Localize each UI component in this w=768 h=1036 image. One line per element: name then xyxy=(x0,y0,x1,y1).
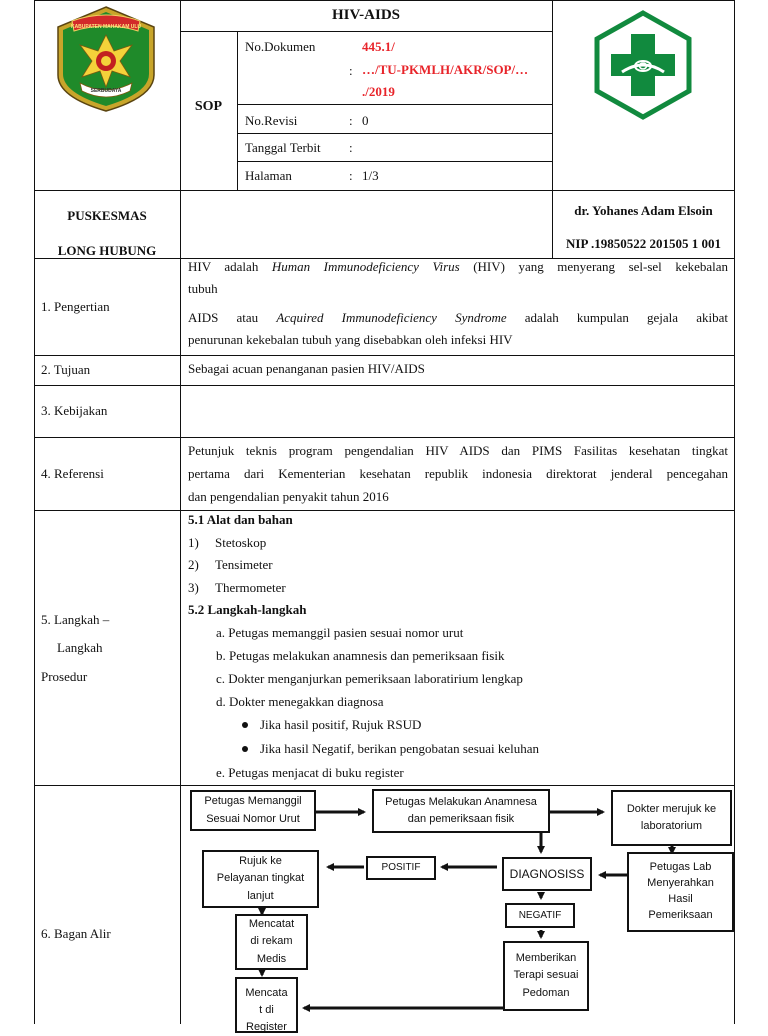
flow-positive-text: POSITIF xyxy=(381,862,421,874)
flow-lab-results-line-2: Menyerahkan xyxy=(647,877,714,890)
pengertian-p2-part-c: adalah kumpulan gejala akibat xyxy=(506,310,728,325)
page-value: 1/3 xyxy=(362,168,379,183)
flow-refer-higher-line-1: Rujuk ke xyxy=(239,855,282,868)
alat-item-1-text: Stetoskop xyxy=(215,535,267,550)
flow-record-medical xyxy=(235,914,308,970)
logo-motto-text: SERBUDAYA xyxy=(90,88,122,94)
section-label-pengertian: 1. Pengertian xyxy=(41,299,110,314)
section-label-bagan-alir: 6. Bagan Alir xyxy=(41,926,111,941)
section-label-referensi: 4. Referensi xyxy=(41,466,104,481)
flow-record-register-line-1: Mencata xyxy=(245,987,288,999)
section-label-langkah-3: Prosedur xyxy=(41,669,88,684)
alat-heading: 5.1 Alat dan bahan xyxy=(188,512,293,527)
flow-diagnosis-text: DIAGNOSISS xyxy=(509,866,585,881)
step-b: b. Petugas melakukan anamnesis dan pemeriksaan fisik xyxy=(216,648,505,663)
doc-number-colon: : xyxy=(349,63,353,78)
revision-value: 0 xyxy=(362,113,369,128)
flow-anamnesis-line-2: dan pemeriksaan fisik xyxy=(407,813,515,825)
revision-colon: : xyxy=(349,113,353,128)
flow-negative xyxy=(505,903,575,928)
step-d: d. Dokter menegakkan diagnosa xyxy=(216,694,384,709)
pengertian-p1-part-a: HIV adalah xyxy=(188,259,272,274)
flow-negative-text: NEGATIF xyxy=(518,909,562,921)
bullet-positive: Jika hasil positif, Rujuk RSUD xyxy=(260,717,422,732)
signer-nip: NIP .19850522 201505 1 001 xyxy=(566,236,721,251)
flow-lab-results-line-3: Hasil xyxy=(668,893,693,905)
page-colon: : xyxy=(349,168,353,183)
pengertian-paragraph-2-line-2: penurunan kekebalan tubuh yang disebabkan oleh infeksi HIV xyxy=(188,332,513,347)
section-label-tujuan: 2. Tujuan xyxy=(41,362,91,377)
issue-date-colon: : xyxy=(349,140,353,155)
flow-lab-results xyxy=(627,852,734,932)
flow-doctor-refer-lab-line-2: laboratorium xyxy=(640,820,703,832)
referensi-line-2: pertama dari Kementerian kesehatan republik indonesia direktorat jenderal pencegahan xyxy=(188,466,728,481)
referensi-line-1: Petunjuk teknis program pengendalian HIV AIDS dan PIMS Fasilitas kesehatan tingkat xyxy=(188,443,728,458)
signer-name: dr. Yohanes Adam Elsoin xyxy=(574,203,713,218)
flow-record-register-line-3: Register xyxy=(246,1021,287,1034)
pengertian-p1-term: Human Immunodeficiency Virus xyxy=(271,259,460,274)
flow-lab-results-line-4: Pemeriksaan xyxy=(648,908,713,921)
issue-date-label: Tanggal Terbit xyxy=(245,140,321,155)
flow-record-register-line-2: t di xyxy=(259,1004,274,1017)
flow-record-medical-line-2: di rekam xyxy=(250,935,293,948)
alat-item-1-num: 1) xyxy=(188,535,199,550)
section-label-langkah-1: 5. Langkah – xyxy=(41,612,110,627)
pengertian-p2-part-a: AIDS atau xyxy=(188,310,277,325)
flow-call-patient-line-2: Sesuai Nomor Urut xyxy=(206,812,300,825)
flow-anamnesis xyxy=(372,789,550,833)
flow-refer-higher-line-2: Pelayanan tingkat xyxy=(216,872,305,885)
flow-therapy xyxy=(503,941,589,1011)
steps-heading: 5.2 Langkah-langkah xyxy=(188,602,307,617)
doc-number-label: No.Dokumen xyxy=(245,39,316,54)
flow-lab-results-line-1: Petugas Lab xyxy=(649,861,712,874)
alat-item-2-text: Tensimeter xyxy=(215,557,273,572)
pengertian-paragraph-1-line-2: tubuh xyxy=(188,281,218,296)
alat-item-3-num: 3) xyxy=(188,580,199,595)
doc-number-line-1: 445.1/ xyxy=(362,39,395,54)
pengertian-p1-part-c: (HIV) yang menyerang sel-sel kekebalan xyxy=(459,259,729,274)
flow-anamnesis-line-1: Petugas Melakukan Anamnesa xyxy=(385,795,537,808)
doc-number-line-2: …/TU-PKMLH/AKR/SOP/… xyxy=(362,62,529,77)
flow-call-patient xyxy=(190,790,316,831)
bullet-negative: Jika hasil Negatif, berikan pengobatan sesuai keluhan xyxy=(260,741,540,756)
step-c: c. Dokter menganjurkan pemeriksaan laboratirium lengkap xyxy=(216,671,523,686)
section-label-langkah-2: Langkah xyxy=(57,640,103,655)
flow-record-medical-line-3: Medis xyxy=(256,952,287,965)
org-name-line-1: PUSKESMAS xyxy=(67,208,147,223)
sop-label: SOP xyxy=(194,99,223,114)
org-name-line-2: LONG HUBUNG xyxy=(57,243,157,258)
flow-diagnosis xyxy=(502,857,592,891)
flow-therapy-line-1: Memberikan xyxy=(515,952,577,965)
tujuan-text: Sebagai acuan penanganan pasien HIV/AIDS xyxy=(188,361,425,376)
revision-label: No.Revisi xyxy=(245,113,298,128)
alat-item-3-text: Thermometer xyxy=(215,580,286,595)
doc-number-line-3: ./2019 xyxy=(362,84,395,99)
flow-refer-higher xyxy=(202,850,319,908)
document-title: HIV-AIDS xyxy=(331,7,401,23)
flow-refer-higher-line-3: lanjut xyxy=(247,889,274,902)
step-a: a. Petugas memanggil pasien sesuai nomor urut xyxy=(216,625,464,640)
pengertian-p2-term: Acquired Immunodeficiency Syndrome xyxy=(276,310,507,325)
flow-doctor-refer-lab-line-1: Dokter merujuk ke xyxy=(626,802,717,815)
flow-record-register xyxy=(235,977,298,1033)
alat-item-2-num: 2) xyxy=(188,557,199,572)
logo-banner-text: KABUPATEN MAHAKAM ULU xyxy=(70,24,142,30)
flow-positive xyxy=(366,856,436,880)
flow-record-medical-line-1: Mencatat xyxy=(248,918,295,931)
step-e: e. Petugas menjacat di buku register xyxy=(216,765,404,780)
flow-therapy-line-2: Terapi sesuai xyxy=(513,969,579,982)
flow-therapy-line-3: Pedoman xyxy=(522,986,570,999)
section-label-kebijakan: 3. Kebijakan xyxy=(41,403,108,418)
referensi-line-3: dan pengendalian penyakit tahun 2016 xyxy=(188,489,389,504)
page-label: Halaman xyxy=(245,168,292,183)
flow-call-patient-line-1: Petugas Memanggil xyxy=(204,795,302,808)
flow-doctor-refer-lab xyxy=(611,790,732,846)
